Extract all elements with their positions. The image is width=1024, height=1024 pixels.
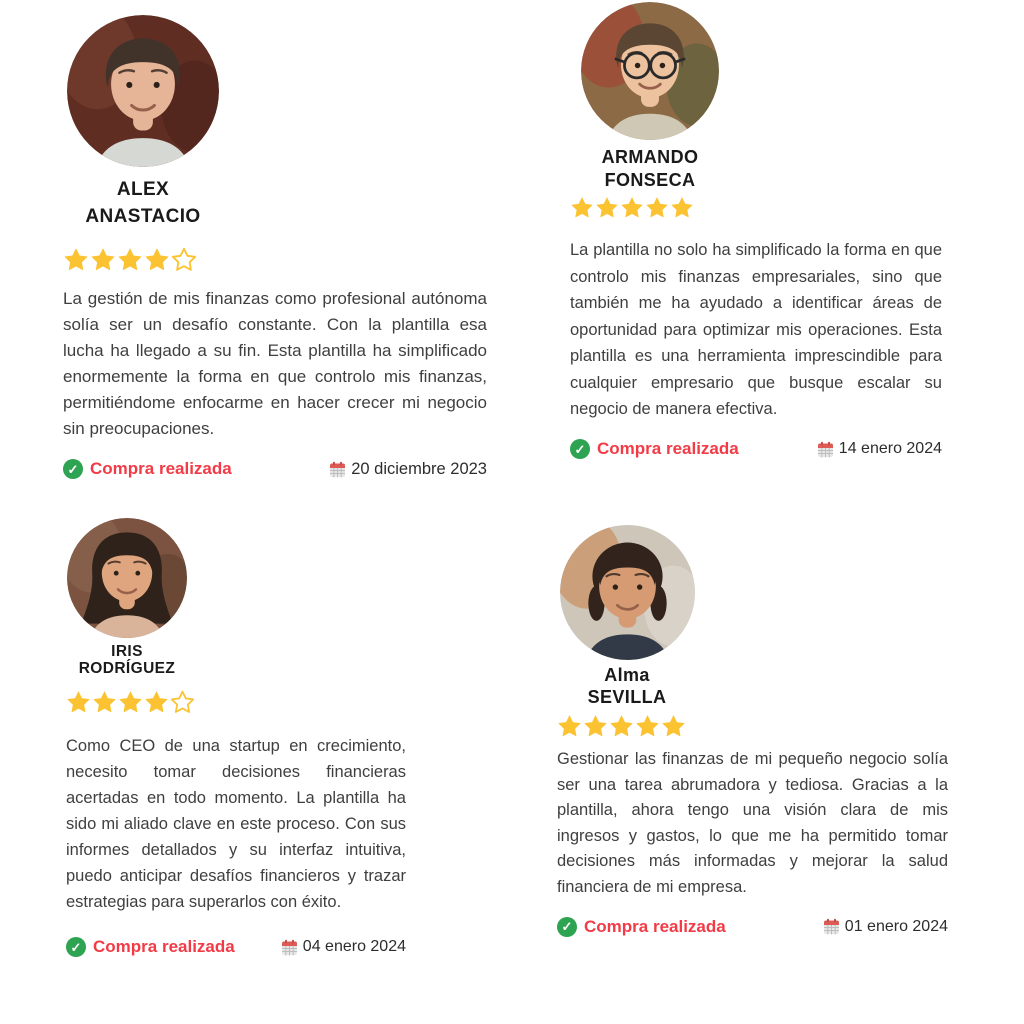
star-filled-icon: [670, 196, 694, 220]
avatar: [67, 518, 187, 638]
purchase-badge: [63, 459, 232, 479]
review-text: La gestión de mis finanzas como profesional autónoma solía ser un desafío constante. Con la plantilla esa lucha ha llegado a su fin. Esta plantilla ha simplificado enormemente la forma en que controlo mis finanzas, permitiéndome enfocarme en hacer crecer mi negocio sin preocupaciones.: [63, 289, 487, 438]
review-card: [557, 525, 948, 937]
star-filled-icon: [645, 196, 669, 220]
star-filled-icon: [92, 690, 117, 715]
review-date: [823, 918, 948, 936]
calendar-icon: [823, 918, 840, 935]
star-rating: [557, 714, 948, 739]
star-rating: [66, 690, 406, 715]
review-card: [570, 2, 942, 459]
star-filled-icon: [557, 714, 582, 739]
check-circle-icon: ✓: [66, 937, 86, 957]
star-outline-icon: [170, 690, 195, 715]
purchase-badge: [570, 439, 739, 459]
star-filled-icon: [635, 714, 660, 739]
review-card: [63, 15, 487, 479]
star-filled-icon: [609, 714, 634, 739]
review-date: [817, 440, 942, 458]
review-footer: [66, 937, 406, 957]
review-text: La plantilla no solo ha simplificado la forma en que controlo mis finanzas empresariales, sino que también me ha ayudado a identificar áreas de oportunidad para optimizar mis operaciones. Esta plantilla es una herramienta imprescindible para cualquier empresario que busque escalar su negocio de manera efectiva.: [570, 241, 942, 418]
review-date-text: 04 enero 2024: [302, 938, 406, 955]
star-outline-icon: [171, 247, 197, 273]
reviewer-name-line: FONSECA: [604, 170, 696, 190]
calendar-icon: [281, 939, 298, 956]
reviewer-header: [570, 2, 730, 192]
star-filled-icon: [583, 714, 608, 739]
avatar: [67, 15, 219, 167]
review-footer: [570, 439, 942, 459]
review-footer: [63, 459, 487, 479]
review-card: [66, 518, 406, 957]
review-date-text: 01 enero 2024: [844, 917, 948, 935]
review-text: Como CEO de una startup en crecimiento, necesito tomar decisiones financieras acertadas en todo momento. La plantilla ha sido mi aliado clave en este proceso. Con sus informes detallados y su interfaz intuitiva, puedo anticipar desafíos financieros y trazar estrategias para superarlos con éxito.: [66, 737, 406, 911]
reviewer-name-line: ARMANDO: [601, 147, 699, 167]
calendar-icon: [817, 441, 834, 458]
reviewer-name-line: IRIS: [111, 643, 143, 660]
reviewer-header: [63, 15, 223, 230]
star-filled-icon: [63, 247, 89, 273]
reviewer-header: [66, 518, 188, 677]
star-filled-icon: [661, 714, 686, 739]
star-rating: [570, 196, 942, 220]
star-rating: [63, 247, 487, 273]
review-date: [329, 460, 487, 479]
avatar: [581, 2, 719, 140]
reviewer-name: [85, 176, 200, 230]
reviewer-name: [602, 146, 699, 192]
star-filled-icon: [144, 247, 170, 273]
star-filled-icon: [620, 196, 644, 220]
review-text: Gestionar las finanzas de mi pequeño negocio solía ser una tarea abrumadora y tediosa. Gracias a la plantilla, ahora tengo una visión clara de mis ingresos y gastos, lo que me ha permitido tomar decisiones más informadas y mejorar la salud financiera de mi empresa.: [557, 750, 948, 896]
reviewer-name: [79, 643, 176, 677]
check-circle-icon: ✓: [570, 439, 590, 459]
purchase-badge-label: Compra realizada: [90, 459, 232, 478]
reviewer-name-line: ANASTACIO: [85, 206, 201, 227]
purchase-badge-label: Compra realizada: [93, 937, 235, 956]
star-filled-icon: [570, 196, 594, 220]
review-date: [281, 938, 406, 956]
star-filled-icon: [595, 196, 619, 220]
review-date-text: 14 enero 2024: [838, 440, 942, 457]
review-footer: [557, 917, 948, 937]
purchase-badge-label: Compra realizada: [597, 439, 739, 458]
purchase-badge: [557, 917, 726, 937]
avatar: [560, 525, 695, 660]
reviewer-name: [588, 664, 667, 708]
reviewer-name-line: ALEX: [116, 179, 170, 200]
reviewer-name-line: RODRÍGUEZ: [78, 660, 176, 677]
star-filled-icon: [90, 247, 116, 273]
calendar-icon: [329, 461, 346, 478]
review-date-text: 20 diciembre 2023: [351, 459, 487, 478]
reviewer-name-line: SEVILLA: [587, 687, 667, 707]
purchase-badge-label: Compra realizada: [584, 916, 726, 936]
check-circle-icon: ✓: [557, 917, 577, 937]
reviewer-header: [557, 525, 697, 708]
purchase-badge: [66, 937, 235, 957]
check-circle-icon: ✓: [63, 459, 83, 479]
star-filled-icon: [117, 247, 143, 273]
star-filled-icon: [118, 690, 143, 715]
star-filled-icon: [66, 690, 91, 715]
reviewer-name-line: Alma: [604, 665, 650, 685]
star-filled-icon: [144, 690, 169, 715]
